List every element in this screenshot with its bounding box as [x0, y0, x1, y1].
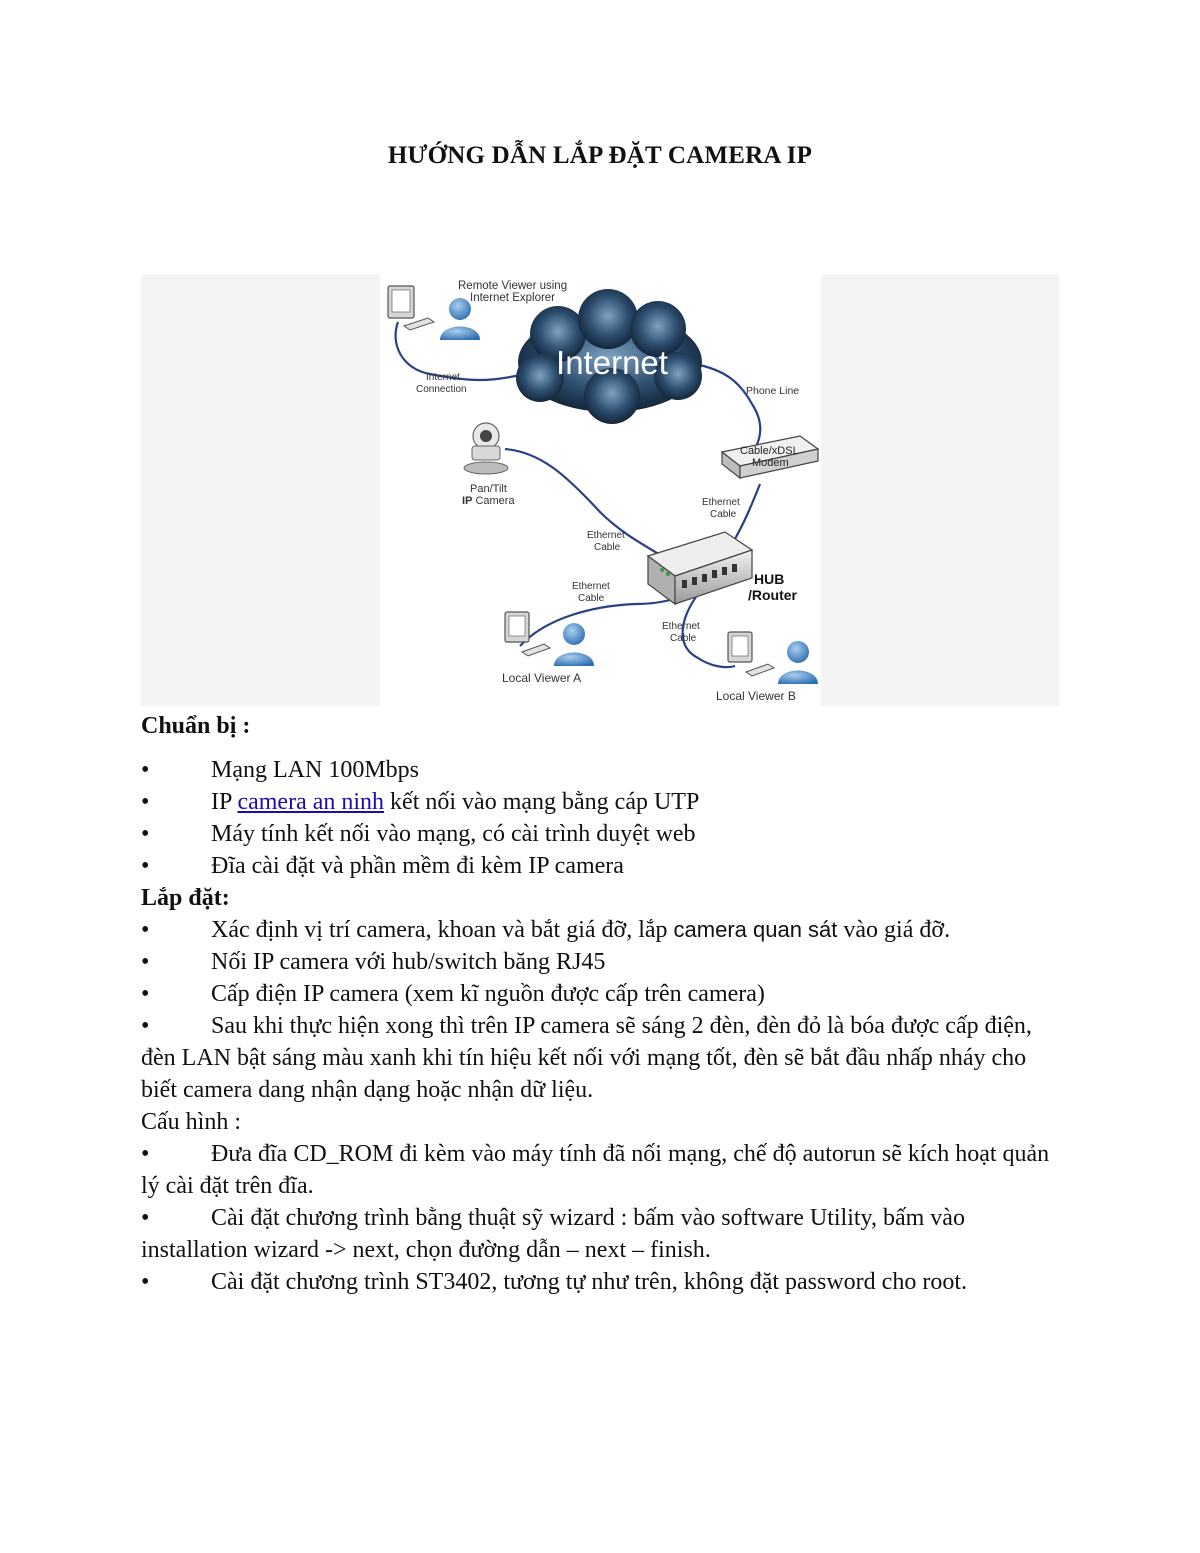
installation-item-text-after: vào giá đỡ.	[837, 917, 951, 943]
local-viewer-b-icon	[728, 632, 818, 684]
bullet: •	[141, 1269, 150, 1295]
ethernet-label-camera-line2: Cable	[594, 542, 621, 553]
ethernet-label-b-line2: Cable	[670, 633, 697, 644]
ip-camera-label	[462, 495, 515, 507]
network-diagram-figure	[141, 274, 1059, 706]
bullet: •	[141, 757, 150, 783]
remote-viewer-icon	[388, 286, 480, 340]
installation-item-text: Sau khi thực hiện xong thì trên IP camera sẽ sáng 2 đèn, đèn đỏ là bóa được cấp điện, đèn LAN bật sáng màu xanh khi tín hiệu kết nối với mạng tốt, đèn sẽ bắt đầu nhấp nháy cho biết camera dang nhận dạng hoặc nhận dữ liệu.	[141, 1013, 1032, 1103]
preparation-item	[141, 818, 1061, 850]
ethernet-label-modem-line1: Ethernet	[702, 497, 740, 508]
preparation-item	[141, 754, 1061, 786]
preparation-item	[141, 850, 1061, 882]
bullet: •	[141, 789, 150, 815]
configuration-heading: Cấu hình :	[141, 1109, 241, 1135]
bullet: •	[141, 917, 150, 943]
camera-an-ninh-link[interactable]: camera an ninh	[237, 789, 385, 815]
hub-label-line1: HUB	[754, 571, 785, 587]
ethernet-label-a-line2: Cable	[578, 593, 605, 604]
ip-camera-label-ip: IP	[462, 495, 473, 507]
installation-item-text: Nối IP camera với hub/switch băng RJ45	[211, 949, 606, 975]
cable-camera-hub	[505, 449, 662, 556]
cable-phone-line	[695, 364, 760, 449]
installation-item	[141, 946, 1061, 978]
installation-item	[141, 914, 1061, 946]
bullet: •	[141, 981, 150, 1007]
configuration-item-text: Cài đặt chương trình bằng thuật sỹ wizard : bấm vào software Utility, bấm vào installation wizard -> next, chọn đường dẫn – next – finish.	[141, 1205, 965, 1263]
ethernet-label-camera-line1: Ethernet	[587, 530, 625, 541]
bullet: •	[141, 853, 150, 879]
installation-item	[141, 1010, 1061, 1106]
bullet: •	[141, 1013, 150, 1039]
network-diagram-svg	[380, 274, 821, 706]
internet-label: Internet	[556, 344, 668, 381]
local-viewer-a-label: Local Viewer A	[502, 671, 582, 685]
preparation-item-suffix: kết nối vào mạng bằng cáp UTP	[384, 789, 700, 815]
ip-camera-label-camera: Camera	[472, 495, 515, 507]
local-viewer-b-label: Local Viewer B	[716, 689, 796, 703]
bullet: •	[141, 1205, 150, 1231]
preparation-list	[141, 754, 1061, 882]
configuration-item	[141, 1202, 1061, 1266]
modem-label-line1: Cable/xDSL	[740, 445, 799, 457]
bullet: •	[141, 821, 150, 847]
configuration-item-text: Đưa đĩa CD_ROM đi kèm vào máy tính đã nối mạng, chế độ autorun sẽ kích hoạt quản lý cài đặt trên đĩa.	[141, 1141, 1050, 1199]
local-viewer-a-icon	[505, 612, 594, 666]
installation-heading: Lắp đặt:	[141, 885, 230, 911]
installation-item-text: Cấp điện IP camera (xem kĩ nguồn được cấp trên camera)	[211, 981, 765, 1007]
phone-line-label: Phone Line	[746, 385, 800, 397]
bullet: •	[141, 949, 150, 975]
internet-connection-label-line2: Connection	[416, 384, 467, 395]
modem-label-line2: Modem	[752, 457, 789, 469]
document-body	[141, 710, 1061, 1298]
ethernet-label-a-line1: Ethernet	[572, 581, 610, 592]
installation-item	[141, 978, 1061, 1010]
hub-label-line2: /Router	[748, 587, 797, 603]
remote-viewer-label-line1: Remote Viewer using	[458, 280, 568, 292]
camera-quan-sat-text: camera quan sát	[673, 917, 838, 942]
installation-item-text-before: Xác định vị trí camera, khoan và bắt giá đỡ, lắp	[211, 917, 674, 943]
internet-connection-label-line1: Internet	[426, 372, 460, 383]
network-diagram	[380, 274, 821, 706]
bullet: •	[141, 1141, 150, 1167]
pan-tilt-label: Pan/Tilt	[470, 483, 507, 495]
preparation-item-text: Máy tính kết nối vào mạng, có cài trình duyệt web	[211, 821, 696, 847]
preparation-heading: Chuẩn bị :	[141, 713, 251, 739]
ip-camera-icon	[464, 423, 508, 474]
preparation-item-prefix: IP	[211, 789, 238, 815]
preparation-item-text: Mạng LAN 100Mbps	[211, 757, 419, 783]
remote-viewer-label-line2: Internet Explorer	[470, 292, 556, 304]
ethernet-label-b-line1: Ethernet	[662, 621, 700, 632]
preparation-item	[141, 786, 1061, 818]
configuration-item	[141, 1266, 1061, 1298]
hub-router-icon	[648, 532, 752, 604]
ethernet-label-modem-line2: Cable	[710, 509, 737, 520]
configuration-item	[141, 1138, 1061, 1202]
document-title: HƯỚNG DẪN LẮP ĐẶT CAMERA IP	[387, 142, 813, 169]
preparation-item-text: Đĩa cài đặt và phần mềm đi kèm IP camera	[211, 853, 624, 879]
configuration-item-text: Cài đặt chương trình ST3402, tương tự như trên, không đặt password cho root.	[211, 1269, 967, 1295]
